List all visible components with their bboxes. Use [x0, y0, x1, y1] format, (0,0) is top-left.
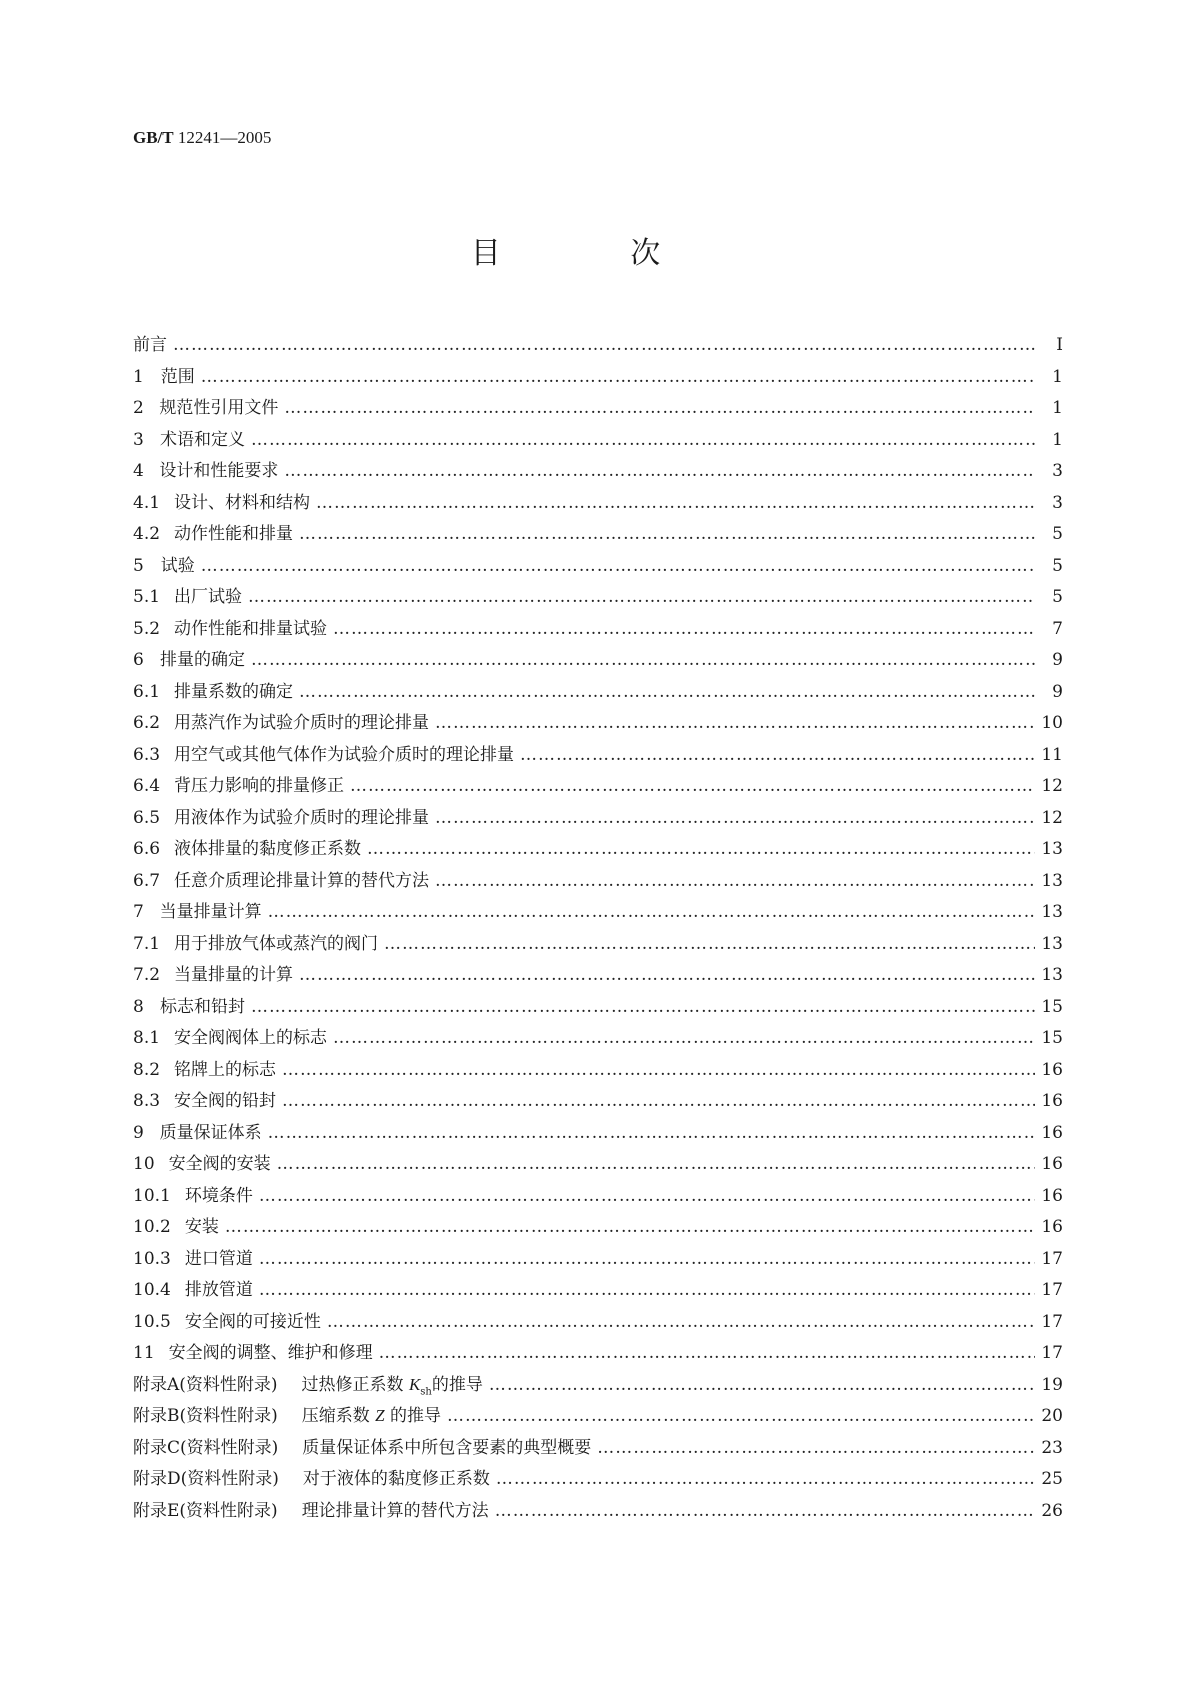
toc-entry-page: 3	[1052, 492, 1063, 513]
toc-leader-dots	[327, 1312, 1035, 1332]
toc-leader-dots	[259, 1186, 1035, 1206]
toc-entry-page: 12	[1041, 807, 1063, 828]
toc-entry-page: 5	[1052, 555, 1063, 576]
toc-entry-page: 1	[1052, 398, 1063, 418]
toc-entry-number: 7	[133, 902, 144, 922]
toc-leader-dots	[447, 1406, 1035, 1426]
toc-entry-title: 用空气或其他气体作为试验介质时的理论排量	[174, 744, 515, 765]
toc-entry-page: 17	[1041, 1248, 1063, 1269]
toc-leader-dots	[259, 1249, 1035, 1269]
toc-entry-page: 16	[1041, 1154, 1063, 1174]
toc-entry-page: Ⅰ	[1056, 335, 1063, 355]
toc-entry-title: 出厂试验	[174, 587, 243, 607]
toc-entry-number: 6	[133, 650, 144, 670]
toc-entry-number: 附录B(资料性附录)	[133, 1406, 278, 1426]
toc-leader-dots	[597, 1438, 1035, 1458]
toc-entry[interactable]	[133, 1212, 1063, 1244]
toc-entry-title: 用液体作为试验介质时的理论排量	[174, 807, 430, 828]
toc-leader-dots	[367, 839, 1035, 859]
toc-entry-number: 6.7	[133, 870, 161, 891]
toc-entry-number: 4.2	[133, 524, 161, 544]
toc-entry-number: 6.2	[133, 713, 161, 733]
toc-leader-dots	[435, 808, 1035, 828]
toc-entry-page: 23	[1041, 1437, 1063, 1458]
toc-leader-dots	[384, 934, 1035, 954]
toc-entry[interactable]	[133, 614, 1063, 646]
toc-entry-title: 动作性能和排量	[174, 524, 294, 544]
toc-entry[interactable]	[133, 771, 1063, 803]
toc-entry-number: 6.5	[133, 807, 161, 828]
toc-leader-dots	[496, 1469, 1035, 1489]
toc-entry-number: 6.4	[133, 776, 161, 796]
toc-entry-title: 安全阀的调整、维护和修理	[168, 1343, 373, 1363]
toc-entry[interactable]	[133, 1496, 1063, 1528]
toc-leader-dots	[489, 1375, 1035, 1395]
toc-leader-dots	[350, 776, 1035, 796]
toc-entry-title: 理论排量计算的替代方法	[301, 1500, 489, 1521]
toc-leader-dots	[299, 965, 1035, 985]
toc-leader-dots	[201, 367, 1035, 387]
toc-entry-title: 排量系数的确定	[174, 681, 294, 702]
toc-entry-page: 20	[1041, 1406, 1063, 1426]
toc-entry-number: 6.1	[133, 681, 161, 702]
toc-entry[interactable]	[133, 551, 1063, 583]
toc-entry[interactable]	[133, 1275, 1063, 1307]
toc-entry-title: 安全阀的安装	[168, 1154, 271, 1174]
toc-entry-title: 当量排量的计算	[174, 965, 294, 985]
toc-entry-number: 1	[133, 366, 144, 387]
toc-entry-title: 试验	[160, 555, 195, 576]
toc-leader-dots	[251, 650, 1035, 670]
toc-entry[interactable]	[133, 803, 1063, 835]
toc-entry[interactable]	[133, 1023, 1063, 1055]
toc-entry-page: 12	[1041, 776, 1063, 796]
toc-entry-title: 标志和铅封	[159, 996, 245, 1017]
toc-entry[interactable]	[133, 960, 1063, 992]
toc-entry-page: 10	[1041, 713, 1063, 733]
toc-leader-dots	[268, 902, 1035, 922]
toc-entry-title: 安全阀的铅封	[174, 1091, 277, 1111]
toc-entry-number: 3	[133, 429, 144, 450]
toc-leader-dots	[435, 713, 1035, 733]
toc-entry-page: 5	[1052, 524, 1063, 544]
toc-entry-page: 16	[1041, 1122, 1063, 1143]
toc-entry-page: 13	[1041, 933, 1063, 954]
toc-entry-title: 范围	[160, 366, 195, 387]
toc-entry-number: 5.2	[133, 618, 161, 639]
toc-entry-number: 附录A(资料性附录)	[133, 1374, 278, 1395]
toc-entry-page: 11	[1041, 744, 1063, 765]
toc-entry-page: 13	[1041, 839, 1063, 859]
toc-leader-dots	[225, 1217, 1035, 1237]
toc-entry-number: 4	[133, 461, 144, 481]
toc-entry-title: 背压力影响的排量修正	[174, 776, 345, 796]
toc-entry[interactable]	[133, 425, 1063, 457]
toc-entry-page: 16	[1041, 1217, 1063, 1237]
toc-entry[interactable]	[133, 1055, 1063, 1087]
toc-entry-title: 安全阀阀体上的标志	[174, 1028, 328, 1048]
toc-entry-title: 铭牌上的标志	[174, 1059, 277, 1080]
toc-entry[interactable]	[133, 834, 1063, 866]
toc-leader-dots	[435, 871, 1035, 891]
toc-entry-page: 1	[1052, 429, 1063, 450]
toc-entry-title: 用于排放气体或蒸汽的阀门	[174, 933, 379, 954]
toc-entry-title: 规范性引用文件	[159, 398, 279, 418]
toc-entry-number: 7.2	[133, 965, 161, 985]
toc-entry-number: 4.1	[133, 492, 161, 513]
toc-entry[interactable]	[133, 1149, 1063, 1181]
toc-leader-dots	[259, 1280, 1035, 1300]
toc-entry-title: 任意介质理论排量计算的替代方法	[174, 870, 430, 891]
toc-entry-number: 10.1	[133, 1185, 171, 1206]
toc-entry-title: 当量排量计算	[159, 902, 262, 922]
toc-entry-title: 前言	[133, 335, 167, 355]
toc-entry-title: 进口管道	[184, 1248, 253, 1269]
toc-entry-title: 压缩系数 Z 的推导	[301, 1406, 442, 1426]
toc-entry-title: 排放管道	[184, 1280, 253, 1300]
toc-entry-page: 17	[1041, 1280, 1063, 1300]
toc-leader-dots	[379, 1343, 1035, 1363]
toc-entry-page: 16	[1041, 1185, 1063, 1206]
toc-entry-number: 8.1	[133, 1028, 161, 1048]
toc-leader-dots	[201, 556, 1035, 576]
toc-entry-title: 排量的确定	[159, 650, 245, 670]
toc-leader-dots	[248, 587, 1035, 607]
toc-entry[interactable]	[133, 992, 1063, 1024]
toc-entry-title: 安全阀的可接近性	[184, 1311, 321, 1332]
toc-entry-title: 质量保证体系中所包含要素的典型概要	[302, 1437, 592, 1458]
toc-entry-page: 3	[1052, 461, 1063, 481]
toc-entry[interactable]	[133, 1118, 1063, 1150]
toc-entry-number: 8.2	[133, 1059, 161, 1080]
standard-number: 12241—2005	[177, 128, 272, 147]
toc-entry[interactable]	[133, 362, 1063, 394]
toc-entry-number: 10.5	[133, 1311, 171, 1332]
toc-entry-title: 设计和性能要求	[159, 461, 279, 481]
toc-leader-dots	[251, 430, 1035, 450]
toc-entry-number: 附录E(资料性附录)	[133, 1500, 278, 1521]
toc-entry[interactable]	[133, 740, 1063, 772]
toc-entry-title: 质量保证体系	[159, 1122, 262, 1143]
toc-entry-page: 19	[1041, 1374, 1063, 1395]
document-header	[133, 128, 271, 148]
toc-entry[interactable]	[133, 897, 1063, 929]
toc-entry-page: 16	[1041, 1059, 1063, 1080]
toc-entry-number: 10	[133, 1154, 155, 1174]
toc-entry[interactable]	[133, 456, 1063, 488]
toc-entry-title: 术语和定义	[159, 429, 245, 450]
toc-leader-dots	[333, 619, 1035, 639]
toc-entry-number: 10.2	[133, 1217, 171, 1237]
toc-entry-title: 设计、材料和结构	[174, 492, 311, 513]
toc-leader-dots	[299, 524, 1035, 544]
toc-entry-number: 6.3	[133, 744, 161, 765]
toc-leader-dots	[299, 682, 1035, 702]
toc-leader-dots	[251, 997, 1035, 1017]
toc-leader-dots	[282, 1091, 1035, 1111]
toc-entry[interactable]	[133, 677, 1063, 709]
toc-entry-page: 1	[1052, 366, 1063, 387]
toc-entry-page: 5	[1052, 587, 1063, 607]
toc-entry-number: 11	[133, 1343, 155, 1363]
toc-entry[interactable]	[133, 582, 1063, 614]
toc-entry-title: 动作性能和排量试验	[174, 618, 328, 639]
toc-entry-number: 附录D(资料性附录)	[133, 1469, 279, 1489]
toc-entry-number: 7.1	[133, 933, 161, 954]
toc-leader-dots	[284, 461, 1035, 481]
toc-entry-number: 10.3	[133, 1248, 171, 1269]
toc-entry-title: 对于液体的黏度修正系数	[302, 1469, 490, 1489]
toc-leader-dots	[520, 745, 1035, 765]
toc-entry-number: 8.3	[133, 1091, 161, 1111]
toc-entry-page: 25	[1041, 1469, 1063, 1489]
toc-entry-number: 5	[133, 555, 144, 576]
toc-entry[interactable]	[133, 1370, 1063, 1402]
toc-leader-dots	[495, 1501, 1035, 1521]
toc-entry-title: 环境条件	[184, 1185, 253, 1206]
toc-entry-title: 过热修正系数 $K_{sh}$的推导	[301, 1374, 483, 1397]
toc-entry[interactable]	[133, 1433, 1063, 1465]
toc-entry-page: 17	[1041, 1311, 1063, 1332]
toc-entry[interactable]	[133, 330, 1063, 362]
toc-leader-dots	[316, 493, 1035, 513]
toc-entry[interactable]	[133, 1307, 1063, 1339]
toc-entry[interactable]	[133, 519, 1063, 551]
toc-entry-page: 7	[1052, 618, 1063, 639]
toc-entry[interactable]	[133, 1244, 1063, 1276]
toc-entry-title: 液体排量的黏度修正系数	[174, 839, 362, 859]
toc-entry-page: 9	[1052, 681, 1063, 702]
standard-code: GB/T	[133, 128, 174, 147]
toc-entry[interactable]	[133, 645, 1063, 677]
page-title: 目 次	[470, 236, 721, 271]
toc-entry-title: 用蒸汽作为试验介质时的理论排量	[174, 713, 430, 733]
toc-entry[interactable]	[133, 1464, 1063, 1496]
toc-leader-dots	[268, 1123, 1035, 1143]
toc-entry-number: 10.4	[133, 1280, 171, 1300]
toc-leader-dots	[284, 398, 1035, 418]
toc-leader-dots	[173, 335, 1035, 355]
toc-leader-dots	[333, 1028, 1035, 1048]
toc-entry-page: 13	[1041, 965, 1063, 985]
toc-entry-page: 16	[1041, 1091, 1063, 1111]
toc-leader-dots	[282, 1060, 1035, 1080]
toc-entry[interactable]	[133, 393, 1063, 425]
toc-entry-page: 13	[1041, 902, 1063, 922]
toc-entry-page: 17	[1041, 1343, 1063, 1363]
toc-entry-number: 6.6	[133, 839, 161, 859]
toc-entry[interactable]	[133, 708, 1063, 740]
toc-entry-number: 9	[133, 1122, 144, 1143]
toc-entry[interactable]	[133, 1086, 1063, 1118]
toc-entry[interactable]	[133, 488, 1063, 520]
toc-leader-dots	[277, 1154, 1035, 1174]
toc-entry-page: 13	[1041, 870, 1063, 891]
toc-entry-page: 26	[1041, 1500, 1063, 1521]
toc-entry-number: 5.1	[133, 587, 161, 607]
toc-entry-number: 2	[133, 398, 144, 418]
toc-entry[interactable]	[133, 1401, 1063, 1433]
toc-entry-page: 9	[1052, 650, 1063, 670]
toc-entry[interactable]	[133, 1181, 1063, 1213]
toc-entry-title: 安装	[184, 1217, 219, 1237]
toc-entry[interactable]	[133, 929, 1063, 961]
toc-entry-number: 8	[133, 996, 144, 1017]
toc-entry-page: 15	[1041, 996, 1063, 1017]
toc-entry[interactable]	[133, 866, 1063, 898]
toc-entry-number: 附录C(资料性附录)	[133, 1437, 279, 1458]
toc-entry[interactable]	[133, 1338, 1063, 1370]
toc-entry-page: 15	[1041, 1028, 1063, 1048]
table-of-contents	[133, 330, 1063, 1527]
